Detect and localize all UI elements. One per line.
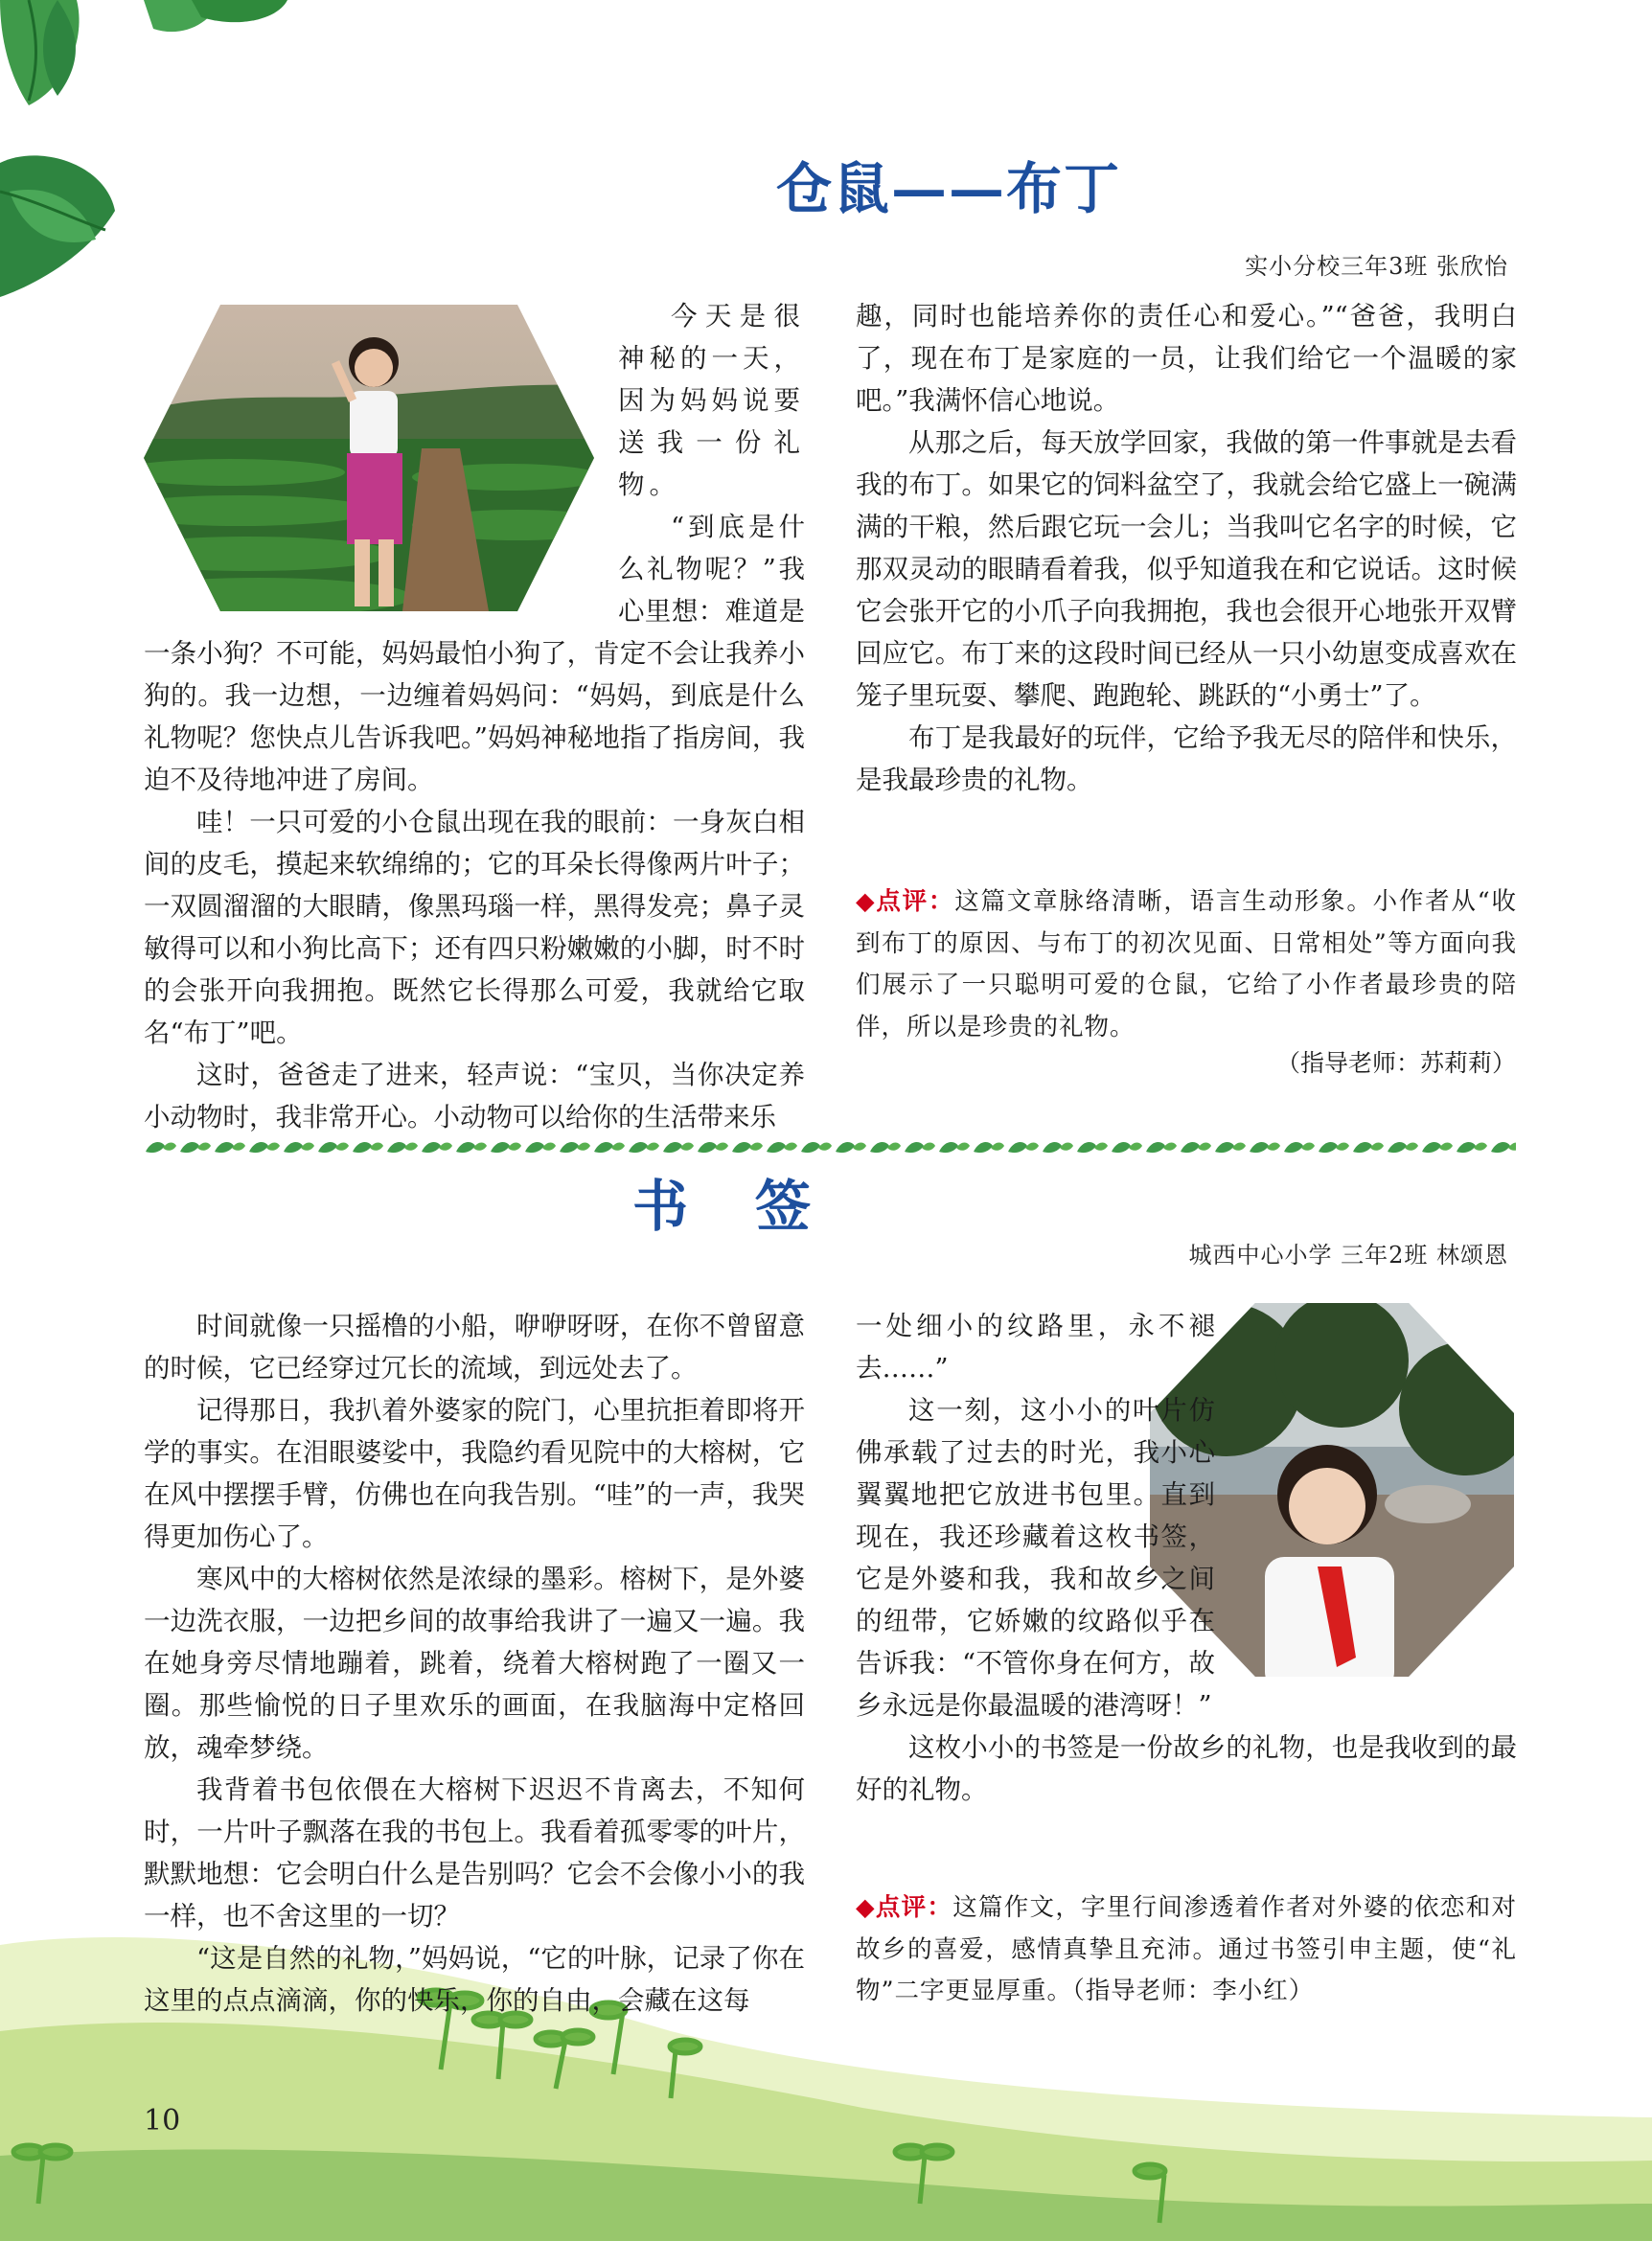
article2-byline: 城西中心小学 三年2班 林颂恩	[1188, 1242, 1508, 1269]
paragraph: “到底是什么礼物呢？”我心里想：难道是一条小狗？不可能，妈妈最怕小狗了，肯定不会让我养小狗的。我一边想，一边缠着妈妈问：“妈妈，到底是什么礼物呢？您快点儿告诉我吧。”妈妈神秘地指了指房间，我迫不及待地冲进了房间。	[144, 512, 805, 795]
article1-teacher: （指导老师：苏莉莉）	[1275, 1049, 1516, 1077]
paragraph: 趣，同时也能培养你的责任心和爱心。”“爸爸，我明白了，现在布丁是家庭的一员，让我们给它一个温暖的家吧。”我满怀信心地说。	[856, 301, 1517, 416]
page-number: 10	[144, 2104, 181, 2138]
paragraph: 布丁是我最好的玩伴，它给予我无尽的陪伴和快乐，是我最珍贵的礼物。	[856, 722, 1517, 795]
article1-title: 仓鼠——布丁	[776, 156, 1122, 221]
paragraph: “这是自然的礼物，”妈妈说，“它的叶脉，记录了你在这里的点点滴滴，你的快乐，你的自由，会藏在这每	[144, 1943, 805, 2016]
article2-left-column	[144, 1305, 805, 2022]
paragraph: 寒风中的大榕树依然是浓绿的墨彩。榕树下，是外婆一边洗衣服，一边把乡间的故事给我讲了一遍又一遍。我在她身旁尽情地蹦着，跳着，绕着大榕树跑了一圈又一圈。那些愉悦的日子里欢乐的画面，在我脑海中定格回放，魂牵梦绕。	[144, 1564, 805, 1763]
article1-left-column	[144, 295, 805, 1138]
paragraph: 我背着书包依偎在大榕树下迟迟不肯离去，不知何时，一片叶子飘落在我的书包上。我看着孤零零的叶片，默默地想：它会明白什么是告别吗？它会不会像小小的我一样，也不舍这里的一切？	[144, 1774, 805, 1932]
photo-wrap-spacer	[1215, 1305, 1517, 1726]
article1-right-column	[856, 295, 1517, 801]
paragraph: 时间就像一只摇橹的小船，咿咿呀呀，在你不曾留意的时候，它已经穿过冗长的流域，到远处去了。	[144, 1311, 805, 1383]
article2-right-column	[856, 1305, 1517, 1811]
paragraph: 记得那日，我扒着外婆家的院门，心里抗拒着即将开学的事实。在泪眼婆娑中，我隐约看见院中的大榕树，它在风中摆摆手臂，仿佛也在向我告别。“哇”的一声，我哭得更加伤心了。	[144, 1395, 805, 1552]
comment-label: ◆点评：	[856, 887, 955, 916]
paragraph: 一处细小的纹路里，永不褪去……”	[856, 1311, 1215, 1383]
article2-title: 书 签	[632, 1174, 817, 1239]
article1-comment	[856, 881, 1517, 1048]
paragraph: 哇！一只可爱的小仓鼠出现在我的眼前：一身灰白相间的皮毛，摸起来软绵绵的；它的耳朵长得像两片叶子；一双圆溜溜的大眼睛，像黑玛瑙一样，黑得发亮；鼻子灵敏得可以和小狗比高下；还有四只粉嫩嫩的小脚，时不时的会张开向我拥抱。既然它长得那么可爱，我就给它取名“布丁”吧。	[144, 807, 805, 1048]
leaf-divider	[144, 1138, 1516, 1155]
paragraph: 这时，爸爸走了进来，轻声说：“宝贝，当你决定养小动物时，我非常开心。小动物可以给你的生活带来乐	[144, 1060, 805, 1132]
comment-text: 这篇作文，字里行间渗透着作者对外婆的依恋和对故乡的喜爱，感情真挚且充沛。通过书签引申主题，使“礼物”二字更显厚重。（指导老师：李小红）	[856, 1893, 1517, 2005]
article2-comment	[856, 1887, 1517, 2013]
comment-text: 这篇文章脉络清晰，语言生动形象。小作者从“收到布丁的原因、与布丁的初次见面、日常相处”等方面向我们展示了一只聪明可爱的仓鼠，它给了小作者最珍贵的陪伴，所以是珍贵的礼物。	[856, 887, 1517, 1041]
decorative-leaves-top	[0, 0, 441, 316]
paragraph: 今天是很神秘的一天，因为妈妈说要送我一份礼物。	[618, 301, 805, 500]
comment-label: ◆点评：	[856, 1893, 953, 1922]
paragraph: 这枚小小的书签是一份故乡的礼物，也是我收到的最好的礼物。	[856, 1732, 1517, 1805]
paragraph: 从那之后，每天放学回家，我做的第一件事就是去看我的布丁。如果它的饲料盆空了，我就会给它盛上一碗满满的干粮，然后跟它玩一会儿；当我叫它名字的时候，它那双灵动的眼睛看着我，似乎知道我在和它说话。这时候它会张开它的小爪子向我拥抱，我也会很开心地张开双臂回应它。布丁来的这段时间已经从一只小幼崽变成喜欢在笼子里玩耍、攀爬、跑跑轮、跳跃的“小勇士”了。	[856, 427, 1517, 711]
paragraph: 这一刻，这小小的叶片仿佛承载了过去的时光，我小心翼翼地把它放进书包里。直到现在，我还珍藏着这枚书签，它是外婆和我，我和故乡之间的纽带，它娇嫩的纹路似乎在告诉我：“不管你身在何方，故乡永远是你最温暖的港湾呀！”	[856, 1395, 1215, 1721]
article1-byline: 实小分校三年3班 张欣怡	[1245, 253, 1508, 280]
